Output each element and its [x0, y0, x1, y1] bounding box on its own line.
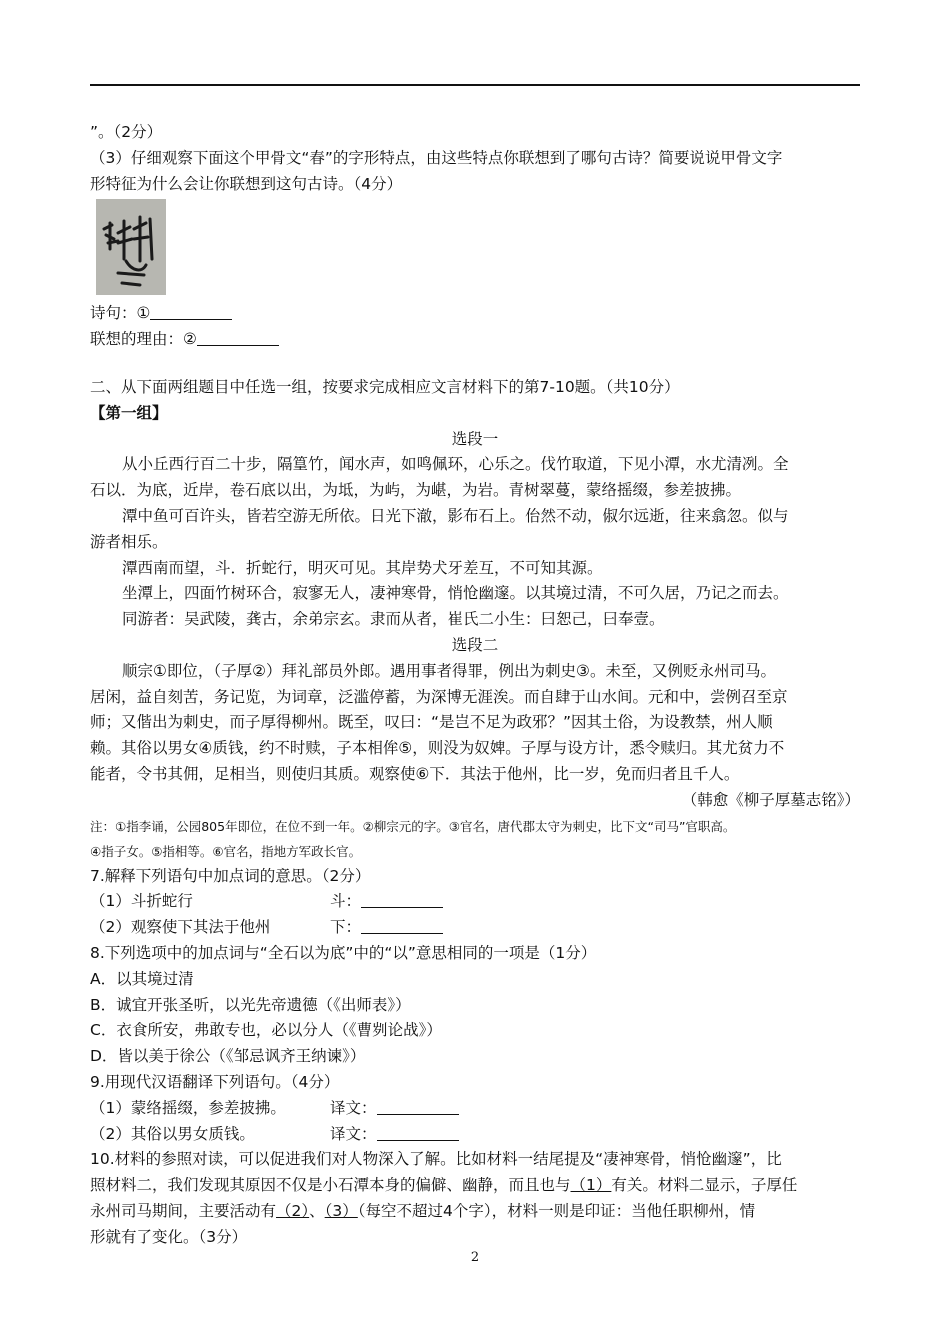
question-10-line-3 [90, 1199, 860, 1225]
question-10-blank-2[interactable]: （2） [276, 1201, 310, 1220]
question-3-prompt: （3）仔细观察下面这个甲骨文“春”的字形特点，由这些特点你联想到了哪句古诗？简要说说甲骨文字 [90, 148, 783, 167]
text-segment: 、 [309, 1201, 325, 1220]
oracle-bone-chun-image [96, 199, 166, 295]
page-number: 2 [470, 1250, 480, 1265]
section-2-heading: 二、从下面两组题目中任选一组，按要求完成相应文言材料下的第7-10题。（共10分） [90, 377, 680, 396]
footnote-1: 注：①指李诵，公园805年即位，在位不到一年。②柳宗元的字。③官名，唐代郡太守为刺史，比下文“司马”官职高。 [90, 818, 736, 834]
question-7-item-1-label: 斗： [330, 892, 362, 911]
translation-label-1: 译文： [330, 1098, 377, 1117]
question-7-item-2-label: 下： [330, 918, 362, 937]
passage-1-para-1: 从小丘西行百二十步，隔篁竹，闻水声，如鸣佩环，心乐之。伐竹取道，下见小潭，水尤清冽。全 [122, 455, 789, 474]
passage-1-para-5: 同游者：吴武陵，龚古，余弟宗玄。隶而从者，崔氏二小生：曰恕己，曰奉壹。 [122, 610, 665, 629]
text-segment: 永州司马期间，主要活动有 [90, 1201, 277, 1220]
question-10-blank-1[interactable]: （1） [570, 1176, 612, 1195]
text-segment: 有关。材料二显示，子厚任 [611, 1176, 798, 1195]
passage-1-title: 选段一 [451, 429, 499, 448]
translation-label-2: 译文： [330, 1124, 377, 1143]
question-3-prompt-cont: 形特征为什么会让你联想到这句古诗。（4分） [90, 174, 403, 193]
question-8: 8.下列选项中的加点词与“全石以为底”中的“以”意思相同的一项是（1分） [90, 943, 597, 962]
question-9-item-1 [90, 1096, 860, 1122]
header-rule [90, 84, 860, 86]
reason-label: 联想的理由：② [90, 330, 197, 349]
oracle-bone-glyph-icon [96, 199, 166, 295]
passage-2-line-1: 顺宗①即位，（子厚②）拜礼部员外郎。遇用事者得罪，例出为刺史③。未至，又例贬永州司马。 [122, 661, 776, 680]
poem-label: 诗句：① [90, 304, 151, 323]
passage-2-line-4: 赖。其俗以男女④质钱，约不时赎，子本相侔⑤，则没为奴婢。子厚与设方计，悉令赎归。其尤贫力不 [90, 739, 785, 758]
question-7-item-1 [90, 889, 860, 915]
poem-blank[interactable] [150, 303, 232, 320]
question-9-item-2-text: （2）其俗以男女质钱。 [90, 1124, 255, 1143]
reason-answer-line [90, 327, 860, 353]
passage-1-para-1-cont: 石以．为底，近岸，卷石底以出，为坻，为屿，为嵁，为岩。青树翠蔓，蒙络摇缀，参差披拂。 [90, 481, 742, 500]
question-8-option-b[interactable]: B．诚宜开张圣听，以光先帝遗德（《出师表》） [90, 995, 411, 1014]
passage-1-para-3: 潭西南而望，斗．折蛇行，明灭可见。其岸势犬牙差互，不可知其源。 [122, 558, 603, 577]
question-9: 9.用现代汉语翻译下列语句。（4分） [90, 1072, 340, 1091]
question-7-item-2-text: （2）观察使下其法于他州 [90, 918, 271, 937]
question-7: 7.解释下列语句中加点词的意思。（2分） [90, 866, 371, 885]
text-segment: 照材料二，我们发现其原因不仅是小石潭本身的偏僻、幽静，而且也与 [90, 1176, 571, 1195]
question-10-line-2 [90, 1173, 860, 1199]
passage-1-para-2-cont: 游者相乐。 [90, 532, 168, 551]
reason-blank[interactable] [197, 329, 279, 346]
passage-2-line-5: 能者，令书其佣，足相当，则使归其质。观察使⑥下．其法于他州，比一岁，免而归者且千人。 [90, 764, 740, 783]
passage-2-source: （韩愈《柳子厚墓志铭》） [681, 790, 860, 809]
text-segment: （每空不超过4个字），材料一则是印证：当他任职柳州，情 [357, 1201, 756, 1220]
poem-answer-line [90, 301, 860, 327]
footnote-2: ④指子女。⑤指相等。⑥官名，指地方军政长官。 [90, 843, 362, 859]
question-9-item-1-text: （1）蒙络摇缀，参差披拂。 [90, 1098, 286, 1117]
question-8-option-c[interactable]: C．衣食所安，弗敢专也，必以分人（《曹刿论战》） [90, 1021, 442, 1040]
document-body [90, 120, 860, 1250]
passage-1-para-2: 潭中鱼可百许头，皆若空游无所依。日光下澈，影布石上。佁然不动，俶尔远逝，往来翕忽。似与 [122, 506, 789, 525]
question-10: 10.材料的参照对读，可以促进我们对人物深入了解。比如材料一结尾提及“凄神寒骨，悄怆幽邃”，比 [90, 1150, 782, 1169]
question-7-item-1-blank[interactable] [361, 891, 443, 908]
question-9-item-2 [90, 1122, 860, 1148]
question-10-line-4: 形就有了变化。（3分） [90, 1227, 248, 1246]
question-8-option-a[interactable]: A．以其境过清 [90, 969, 194, 988]
question-7-item-1-text: （1）斗折蛇行 [90, 892, 193, 911]
question-10-blank-3[interactable]: （3） [324, 1201, 358, 1220]
question-8-option-d[interactable]: D．皆以美于徐公（《邹忌讽齐王纳谏》） [90, 1047, 366, 1066]
question-7-item-2 [90, 915, 860, 941]
group-1-heading: 【第一组】 [90, 403, 168, 422]
passage-1-para-4: 坐潭上，四面竹树环合，寂寥无人，凄神寒骨，悄怆幽邃。以其境过清，不可久居，乃记之而去。 [122, 584, 789, 603]
passage-2-title: 选段二 [451, 635, 499, 654]
text-line: ”。（2分） [90, 123, 163, 141]
translation-blank-2[interactable] [377, 1124, 459, 1141]
passage-2-line-3: 师；又偕出为刺史，而子厚得柳州。既至，叹曰：“是岂不足为政邪？”因其土俗，为设教禁，州人顺 [90, 713, 773, 732]
passage-2-line-2: 居闲，益自刻苦，务记览，为词章，泛滥停蓄，为深博无涯涘。而自肆于山水间。元和中，尝例召至京 [90, 687, 788, 706]
question-7-item-2-blank[interactable] [361, 917, 443, 934]
translation-blank-1[interactable] [377, 1098, 459, 1115]
